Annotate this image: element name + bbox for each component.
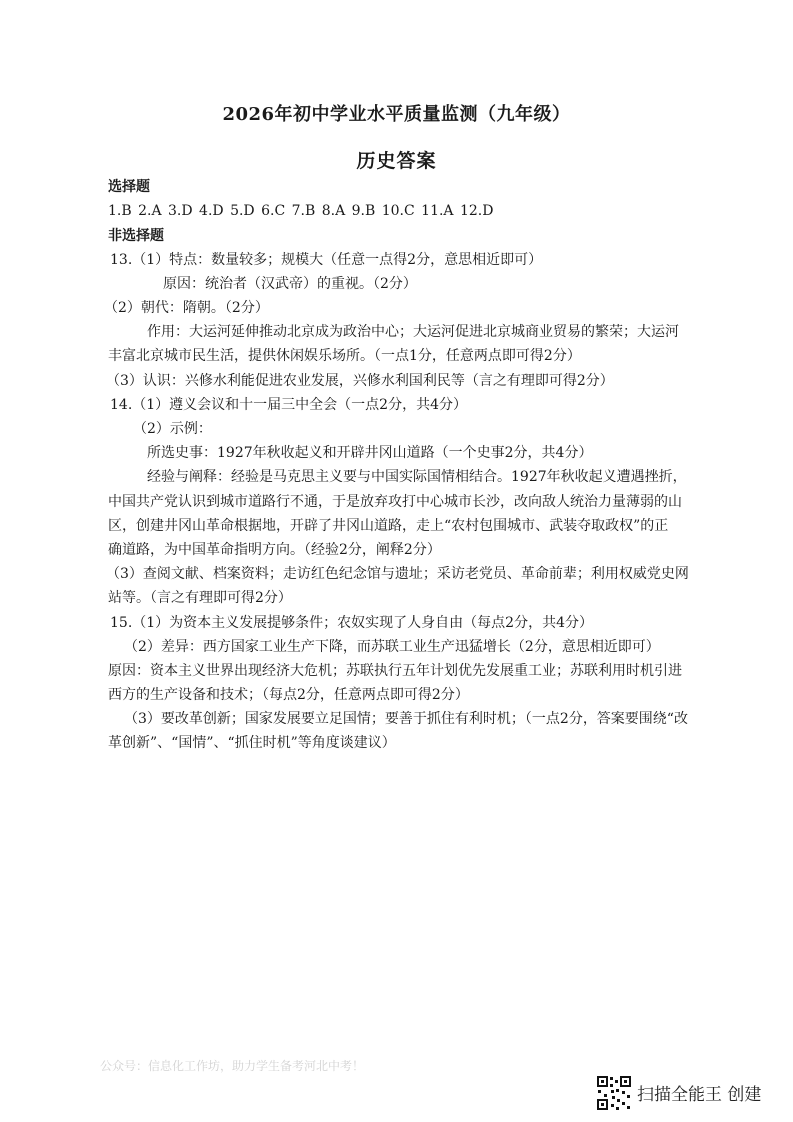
section-heading-nonchoice: 非选择题 [108,228,164,244]
answer-line: 站等。（言之有理即可得2分） [108,590,292,606]
answer-line: 西方的生产设备和技术；（每点2分，任意两点即可得2分） [108,687,469,703]
answer-line: 区，创建井冈山革命根据地，开辟了井冈山道路，走上“农村包围城市、武装夺取政权”的正 [108,518,669,534]
answer-line: （3）查阅文献、档案资料；走访红色纪念馆与遗址；采访老党员、革命前辈；利用权威党史网 [106,566,689,582]
answer-line: 革创新”、“国情”、“抓住时机”等角度谈建议） [108,735,396,751]
answer-line: （2）示例： [133,421,212,437]
answer-line: （3）认识：兴修水利能促进农业发展，兴修水利国利民等（言之有理即可得2分） [106,373,614,389]
footer-watermark: 公众号：信息化工作坊，助力学生备考河北中考！ [100,1059,365,1073]
answer-line: 所选史事：1927年秋收起义和开辟井冈山道路（一个史事2分，共4分） [147,445,593,461]
scanner-watermark: 扫描全能王 创建 [637,1085,762,1105]
answer-line: 作用：大运河延伸推动北京成为政治中心；大运河促进北京城商业贸易的繁荣；大运河 [147,324,679,340]
answer-line: 经验与阐释：经验是马克思主义要与中国实际国情相结合。1927年秋收起义遭遇挫折， [147,469,687,485]
qr-code-icon [596,1075,632,1111]
answer-line: 13.（1）特点：数量较多；规模大（任意一点得2分，意思相近即可） [110,252,543,268]
answer-line: 原因：资本主义世界出现经济大危机；苏联执行五年计划优先发展重工业；苏联利用时机引进 [108,663,682,679]
answer-line: （3）要改革创新；国家发展要立足国情；要善于抓住有利时机；（一点2分，答案要围绕“改 [124,711,688,727]
section-heading-choice: 选择题 [108,179,150,195]
answer-line: 15.（1）为资本主义发展提够条件；农奴实现了人身自由（每点2分，共4分） [110,615,593,631]
page-subtitle: 历史答案 [356,150,437,172]
answer-line: 原因：统治者（汉武帝）的重视。（2分） [163,276,417,292]
answer-line: （2）朝代：隋朝。（2分） [104,300,269,316]
answer-line: 丰富北京城市民生活，提供休闲娱乐场所。（一点1分，任意两点即可得2分） [108,348,581,364]
answer-line: 确道路，为中国革命指明方向。（经验2分，阐释2分） [108,542,441,558]
answer-line: （2）差异：西方国家工业生产下降，而苏联工业生产迅猛增长（2分，意思相近即可） [124,639,660,655]
answer-line: 14.（1）遵义会议和十一届三中全会（一点2分，共4分） [110,397,467,413]
answer-line: 中国共产党认识到城市道路行不通，于是放弃攻打中心城市长沙，改向敌人统治力量薄弱的山 [108,494,682,510]
choice-answers: 1.B 2.A 3.D 4.D 5.D 6.C 7.B 8.A 9.B 10.C 11.A 12.D [108,203,494,219]
page-title: 2026年初中学业水平质量监测（九年级） [222,104,571,125]
